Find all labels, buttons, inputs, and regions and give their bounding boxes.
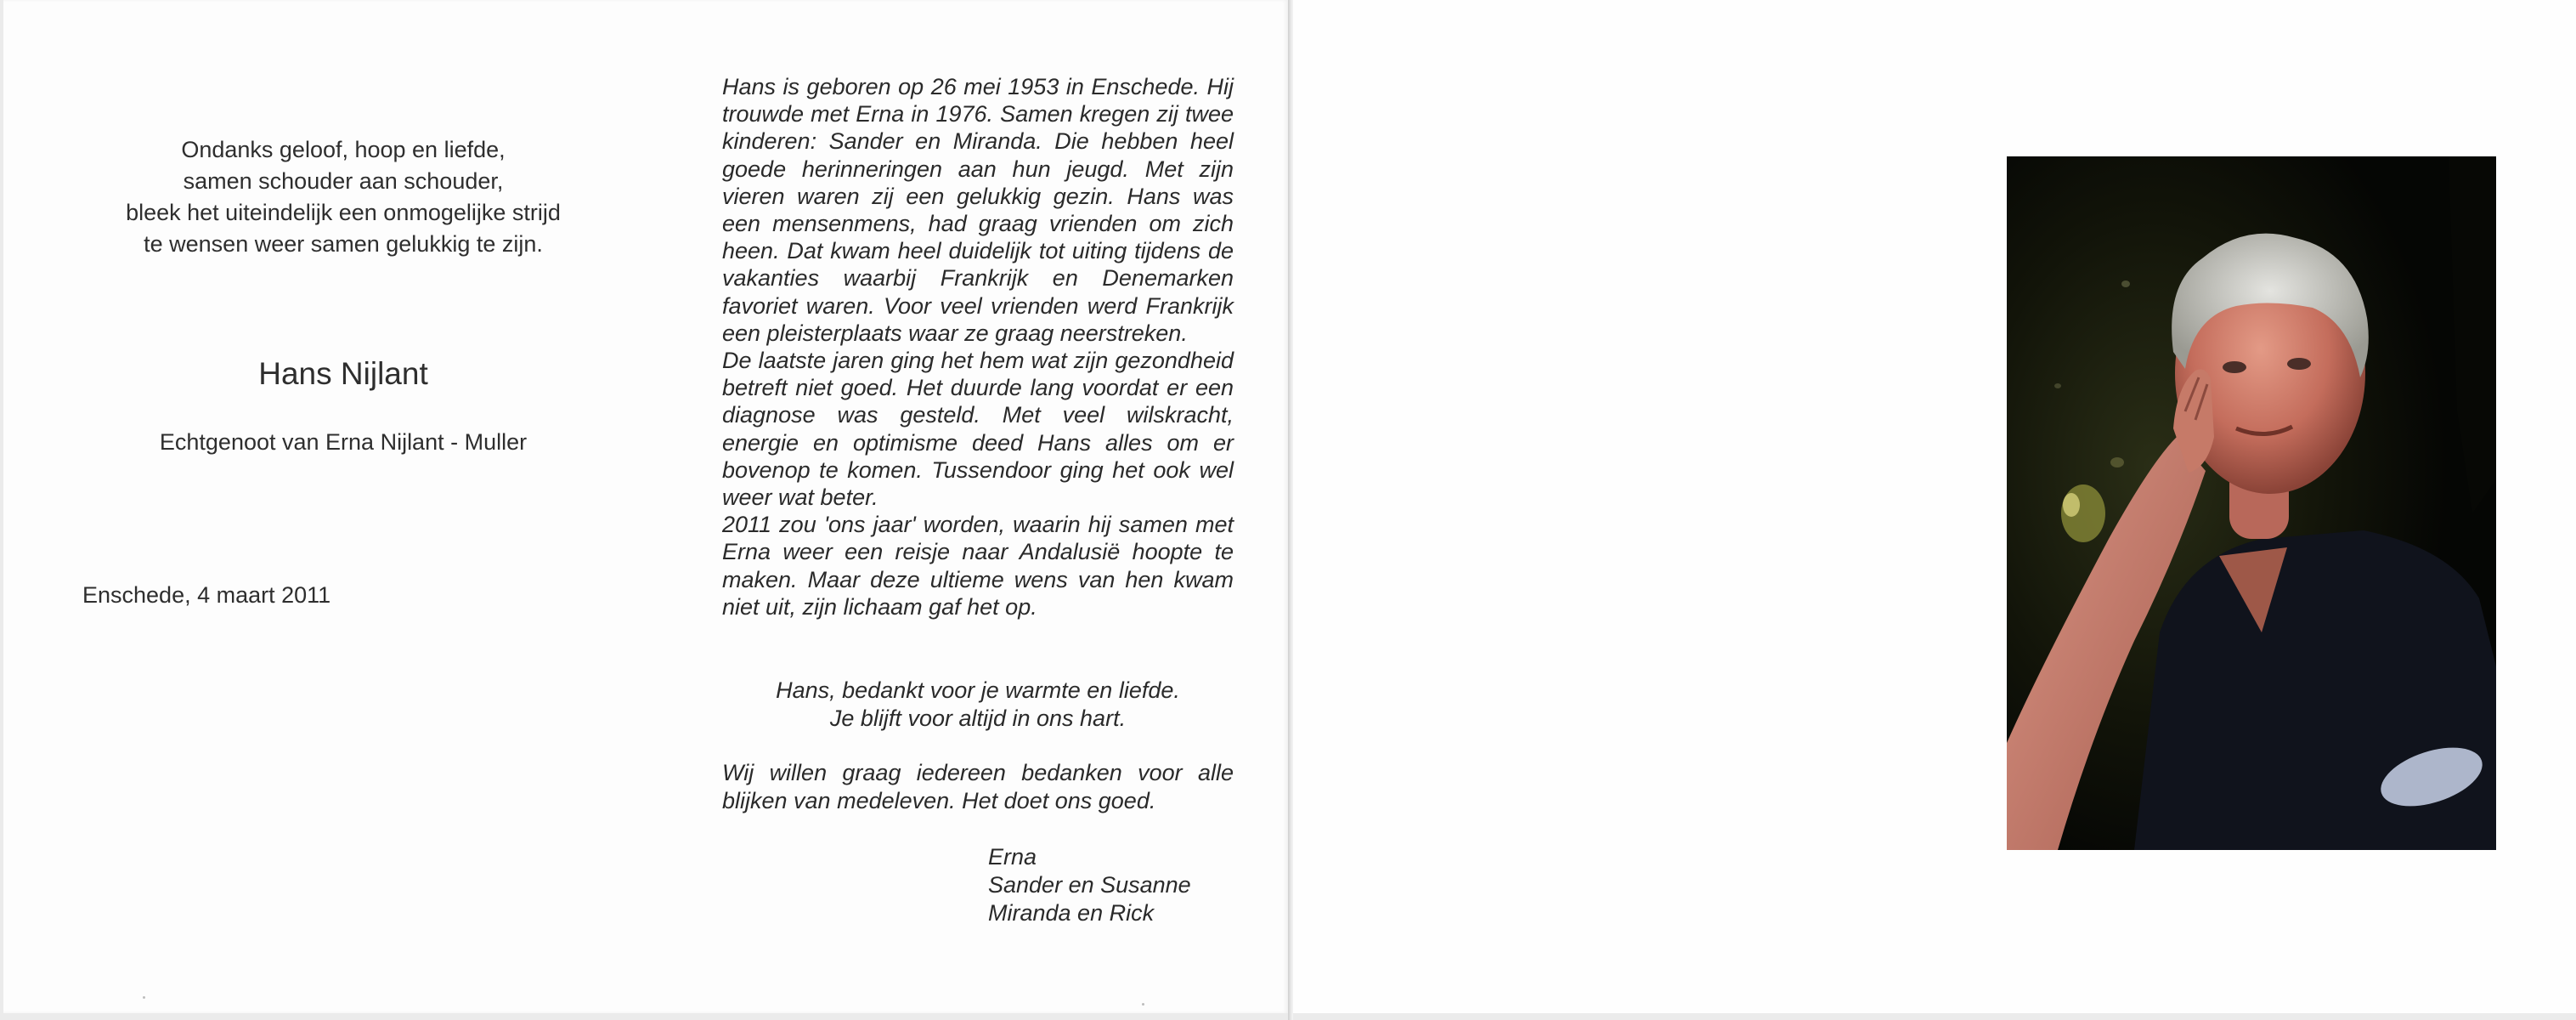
- signatures: [988, 843, 1191, 927]
- biography-paragraph: Hans is geboren op 26 mei 1953 in Enschede. Hij trouwde met Erna in 1976. Samen kregen zij twee kinderen: Sander en Miranda. Die hebben heel goede herinneringen aan hun jeugd. Met zijn vieren waren zij een gelukkig gezin. Hans was een mensenmens, had graag vrienden om zich heen. Dat kwam heel duidelijk tot uiting tijdens de vakanties waarbij Frankrijk en Denemarken favoriet waren. Voor veel vrienden werd Frankrijk een pleisterplaats waar ze graag neerstreken.: [722, 74, 1234, 346]
- gratitude-note: Wij willen graag iedereen bedanken voor alle blijken van medeleven. Het doet ons goed.: [722, 760, 1234, 813]
- spouse-line: Echtgenoot van Erna Nijlant - Muller: [159, 429, 528, 455]
- poem-line: te wensen weer samen gelukkig te zijn.: [144, 231, 543, 257]
- biography-paragraph: 2011 zou 'ons jaar' worden, waarin hij samen met Erna weer een reisje naar Andalusië hoopte te maken. Maar deze ultieme wens van hen kwam niet uit, zijn lichaam gaf het op.: [722, 512, 1234, 620]
- signature-line: Miranda en Rick: [988, 900, 1155, 926]
- deceased-name: Hans Nijlant: [258, 356, 428, 391]
- signature-line: Erna: [988, 844, 1037, 870]
- portrait-photo: [2007, 156, 2496, 850]
- paper-speck: [143, 996, 145, 999]
- memorial-poem: [54, 134, 632, 260]
- inner-right-page: [1293, 0, 2576, 1013]
- poem-line: Ondanks geloof, hoop en liefde,: [181, 137, 506, 162]
- poem-line: bleek het uiteindelijk een onmogelijke strijd: [126, 200, 561, 225]
- thanks-message: [722, 677, 1234, 733]
- place-and-date: Enschede, 4 maart 2011: [82, 582, 331, 608]
- thanks-line: Hans, bedankt voor je warmte en liefde.: [776, 677, 1180, 703]
- inner-left-page: [3, 0, 1290, 1013]
- portrait-illustration: [2007, 156, 2496, 850]
- signature-line: Sander en Susanne: [988, 872, 1191, 898]
- biography-paragraph: De laatste jaren ging het hem wat zijn gezondheid betreft niet goed. Het duurde lang voordat er een diagnose was gesteld. Met veel wilskracht, energie en optimisme deed Hans alles om er bovenop te komen. Tussendoor ging het ook wel weer wat beter.: [722, 348, 1234, 511]
- paper-speck: [1142, 1003, 1144, 1006]
- biography: [722, 73, 1234, 620]
- poem-line: samen schouder aan schouder,: [183, 168, 504, 194]
- thanks-line: Je blijft voor altijd in ons hart.: [829, 706, 1127, 731]
